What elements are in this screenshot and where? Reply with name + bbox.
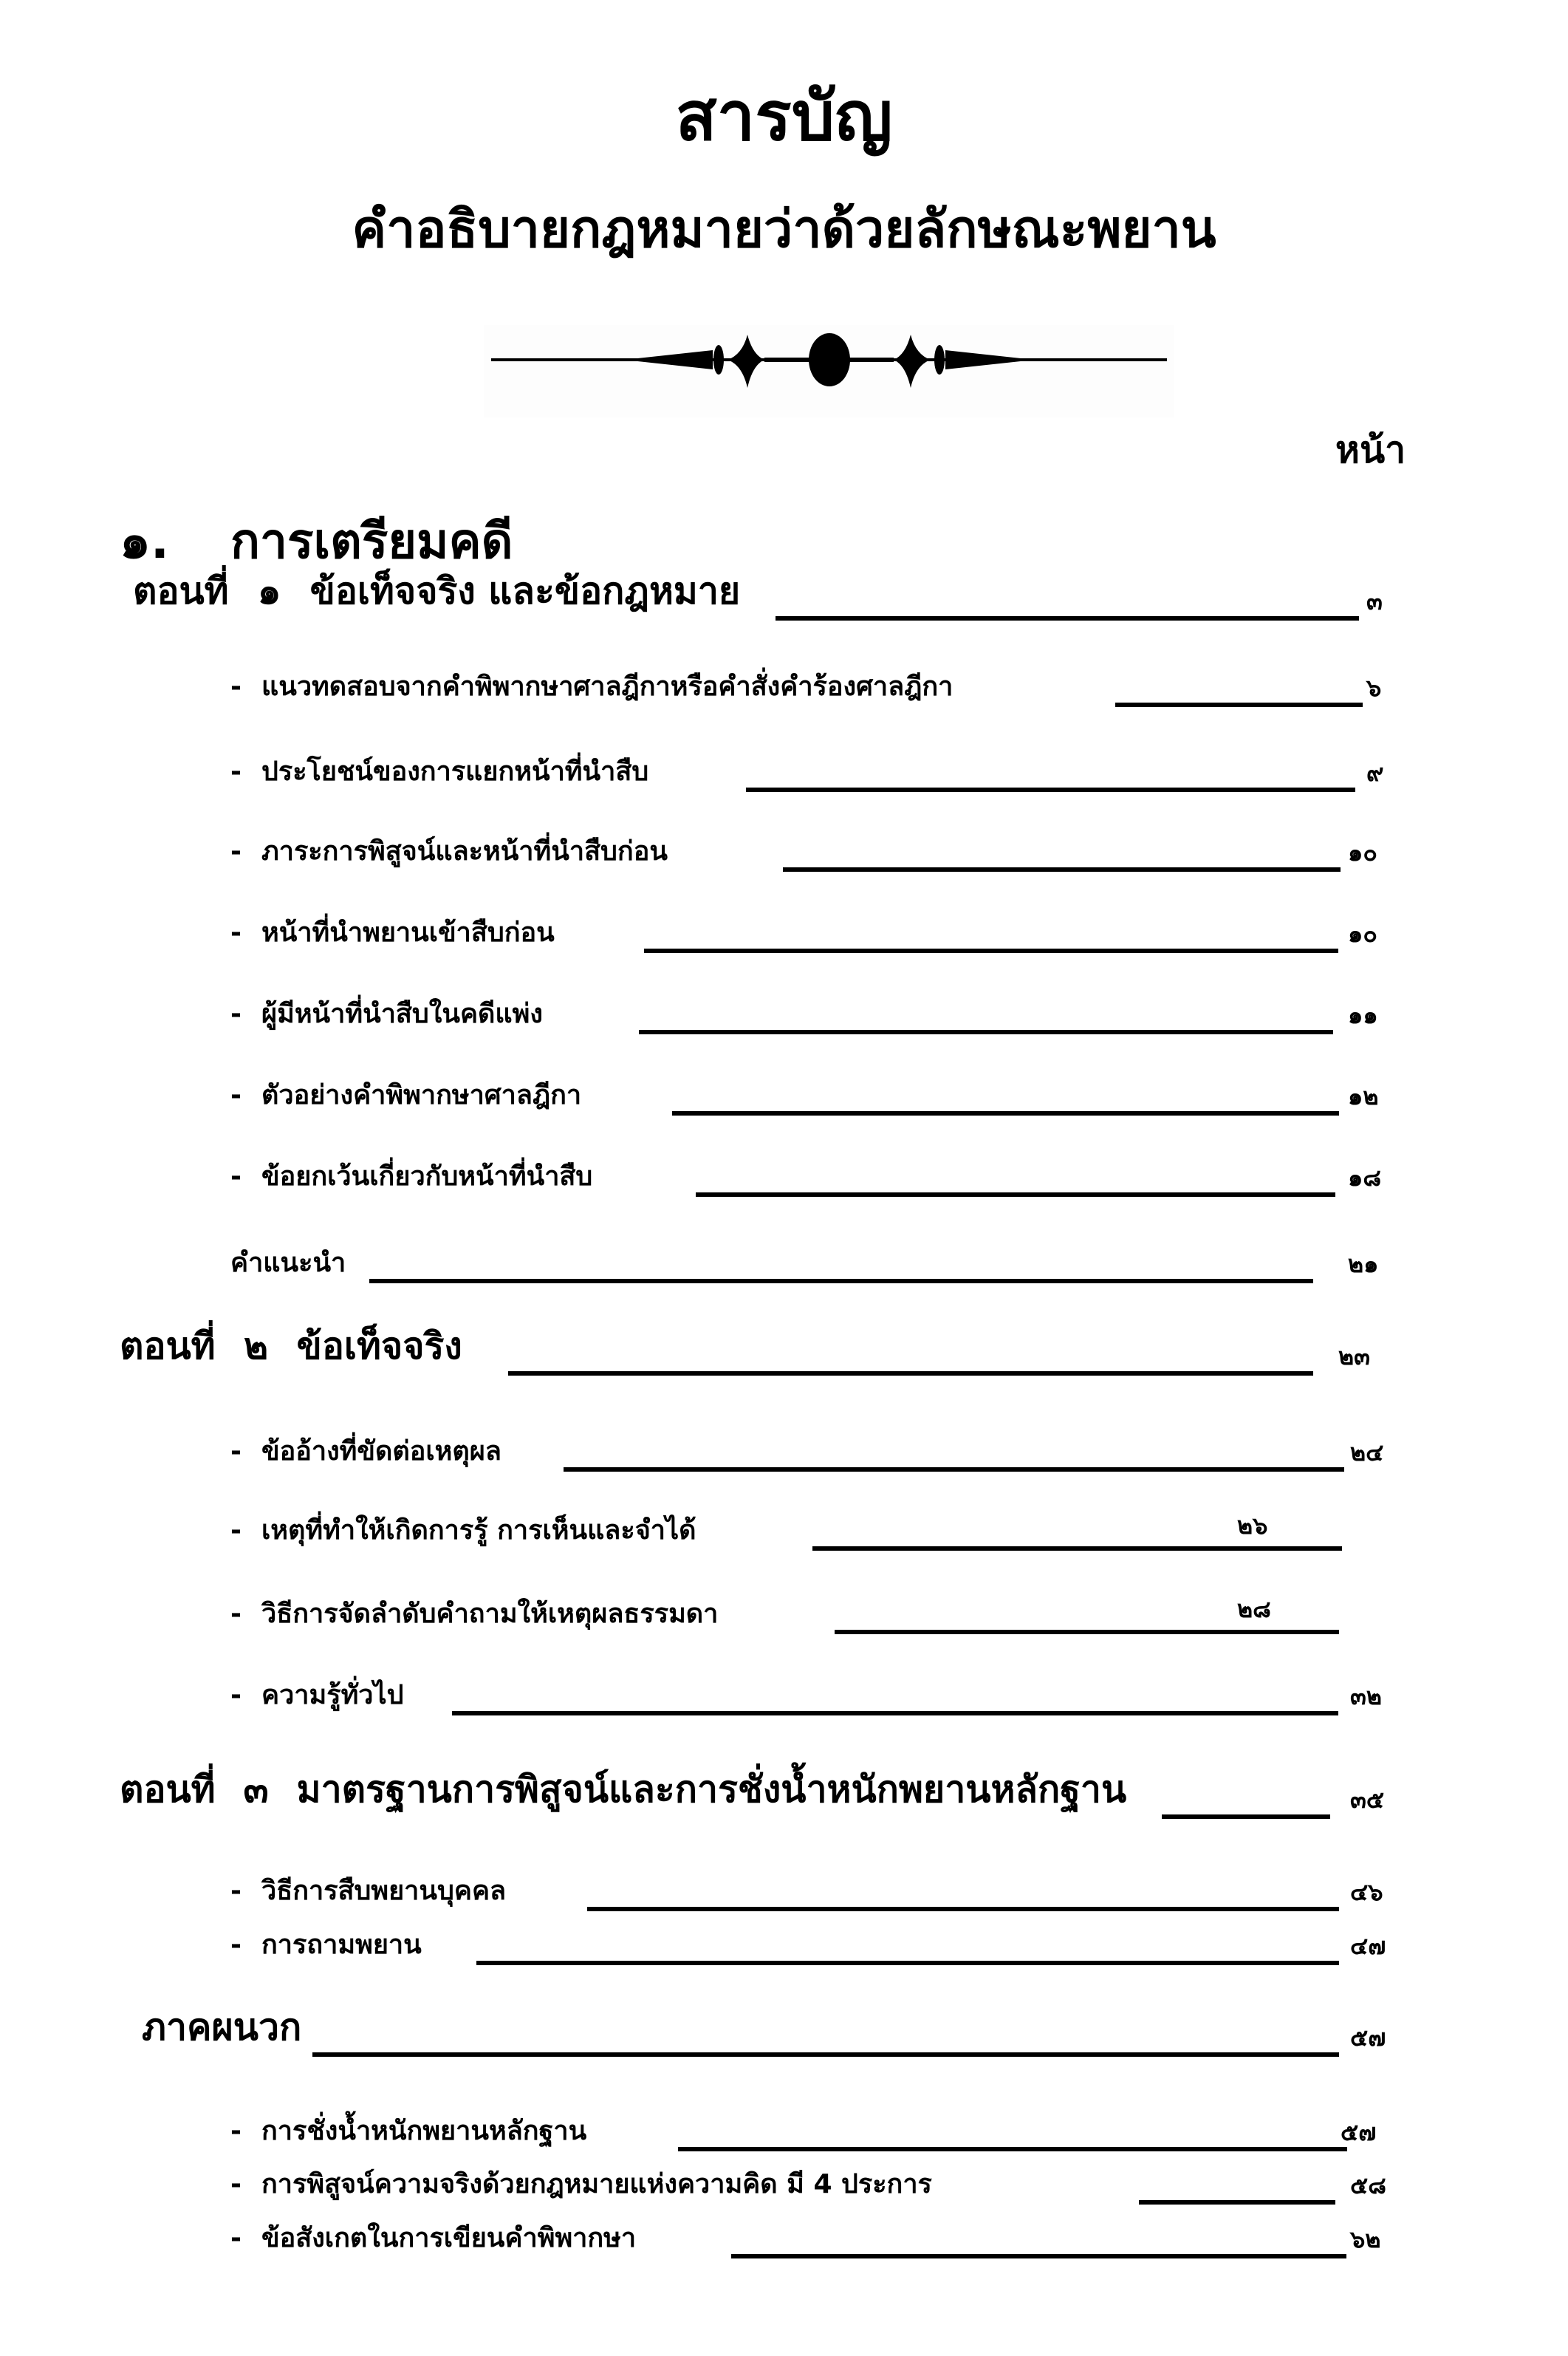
toc-item[interactable] [0,2151,1568,2210]
toc-item[interactable] [0,2205,1568,2264]
leader-line [312,2052,1339,2057]
leader-line [369,1279,1313,1283]
toc-item[interactable] [0,1498,1568,1557]
item-label: - หน้าที่นำพยานเข้าสืบก่อน [230,918,555,948]
item-label: - แนวทดสอบจากคำพิพากษาศาลฎีกาหรือคำสั่งคำร้องศาลฎีกา [230,672,954,702]
page-number: ๓๕ [1350,1786,1385,1814]
leader-line [696,1192,1335,1197]
toc-item[interactable] [0,819,1568,878]
page-number: ๓๒ [1350,1682,1382,1710]
item-label: - การถามพยาน [230,1930,422,1960]
item-label: - ภาระการพิสูจน์และหน้าที่นำสืบก่อน [230,836,668,867]
page-number: ๑๐ [1348,920,1377,948]
note-label: คำแนะนำ [230,1248,346,1278]
toc-appendix[interactable] [0,2004,1568,2063]
toc-item[interactable] [0,1581,1568,1640]
leader-line [746,788,1355,792]
leader-line [731,2254,1346,2258]
item-label: - ผู้มีหน้าที่นำสืบในคดีแพ่ง [230,999,543,1029]
leader-line [452,1711,1338,1715]
item-label: - ข้อสังเกตในการเขียนคำพิพากษา [230,2223,637,2253]
toc-item[interactable] [0,900,1568,959]
page-title: สารบัญ [675,77,893,156]
page-number: ๕๘ [1350,2171,1386,2199]
toc-section-2[interactable] [0,1322,1568,1382]
leader-line [476,1961,1339,1965]
toc-item[interactable] [0,654,1568,713]
toc-item[interactable] [0,1912,1568,1971]
page-number: ๑๒ [1348,1082,1379,1110]
toc-item[interactable] [0,2098,1568,2157]
item-label: - ตัวอย่างคำพิพากษาศาลฎีกา [230,1080,582,1110]
toc-item[interactable] [0,1144,1568,1203]
section-label: ตอนที่ ๑ ข้อเท็จจริง และข้อกฎหมาย [133,570,741,612]
decorative-divider-icon [484,325,1174,417]
toc-note[interactable] [0,1230,1568,1289]
item-label: - ข้อยกเว้นเกี่ยวกับหน้าที่นำสืบ [230,1161,593,1192]
item-label: - ข้ออ้างที่ขัดต่อเหตุผล [230,1436,501,1466]
leader-line [1162,1814,1330,1819]
toc-item[interactable] [0,1062,1568,1121]
item-label: - วิธีการสืบพยานบุคคล [230,1876,507,1906]
page-number: ๔๖ [1350,1878,1383,1906]
toc-section-1[interactable] [0,567,1568,626]
chapter-number: ๑. [120,513,169,570]
section-label: ตอนที่ ๒ ข้อเท็จจริง [120,1325,462,1367]
page-number: ๒๓ [1338,1342,1370,1370]
toc-section-3[interactable] [0,1766,1568,1825]
leader-line [1139,2200,1335,2205]
page-number: ๒๔ [1350,1438,1384,1466]
page-number: ๒๖ [1237,1512,1268,1540]
leader-line [776,616,1359,621]
page-number: ๕๗ [1341,2118,1377,2146]
leader-line [639,1030,1333,1034]
toc-item[interactable] [0,981,1568,1040]
leader-line [812,1546,1342,1551]
page-number: ๑๐ [1348,839,1377,867]
page-number: ๕๗ [1350,2024,1386,2052]
toc-item[interactable] [0,739,1568,798]
toc-item[interactable] [0,1418,1568,1478]
page-number: ๒๑ [1348,1250,1379,1278]
leader-line [1115,703,1363,707]
page-number: ๑๘ [1348,1164,1381,1192]
chapter-title: การเตรียมคดี [230,513,513,570]
section-label: ตอนที่ ๓ มาตรฐานการพิสูจน์และการชั่งน้ำหนักพยานหลักฐาน [120,1768,1127,1811]
appendix-label: ภาคผนวก [142,2006,302,2049]
page-number: ๖ [1366,674,1382,702]
leader-line [564,1467,1344,1472]
leader-line [835,1630,1339,1634]
page-number: ๓ [1366,587,1383,615]
page-column-header: หน้า [1335,428,1406,471]
item-label: - เหตุที่ทำให้เกิดการรู้ การเห็นและจำได้ [230,1515,696,1546]
page-number: ๑๑ [1348,1001,1378,1029]
leader-line [587,1907,1339,1911]
leader-line [644,949,1338,953]
page-number: ๖๒ [1350,2225,1381,2253]
leader-line [783,867,1341,872]
page-number: ๙ [1366,759,1384,787]
item-label: - ความรู้ทั่วไป [230,1680,404,1710]
toc-item[interactable] [0,1662,1568,1721]
leader-line [672,1111,1339,1116]
leader-line [508,1371,1313,1376]
page-number: ๔๗ [1350,1932,1386,1960]
item-label: - การชั่งน้ำหนักพยานหลักฐาน [230,2116,587,2146]
toc-item[interactable] [0,1858,1568,1917]
page-number: ๒๘ [1237,1595,1271,1623]
item-label: - การพิสูจน์ความจริงด้วยกฎหมายแห่งความคิด มี 4 ประการ [230,2169,932,2199]
book-subtitle: คำอธิบายกฎหมายว่าด้วยลักษณะพยาน [352,199,1216,259]
item-label: - วิธีการจัดลำดับคำถามให้เหตุผลธรรมดา [230,1599,719,1629]
item-label: - ประโยชน์ของการแยกหน้าที่นำสืบ [230,757,649,787]
